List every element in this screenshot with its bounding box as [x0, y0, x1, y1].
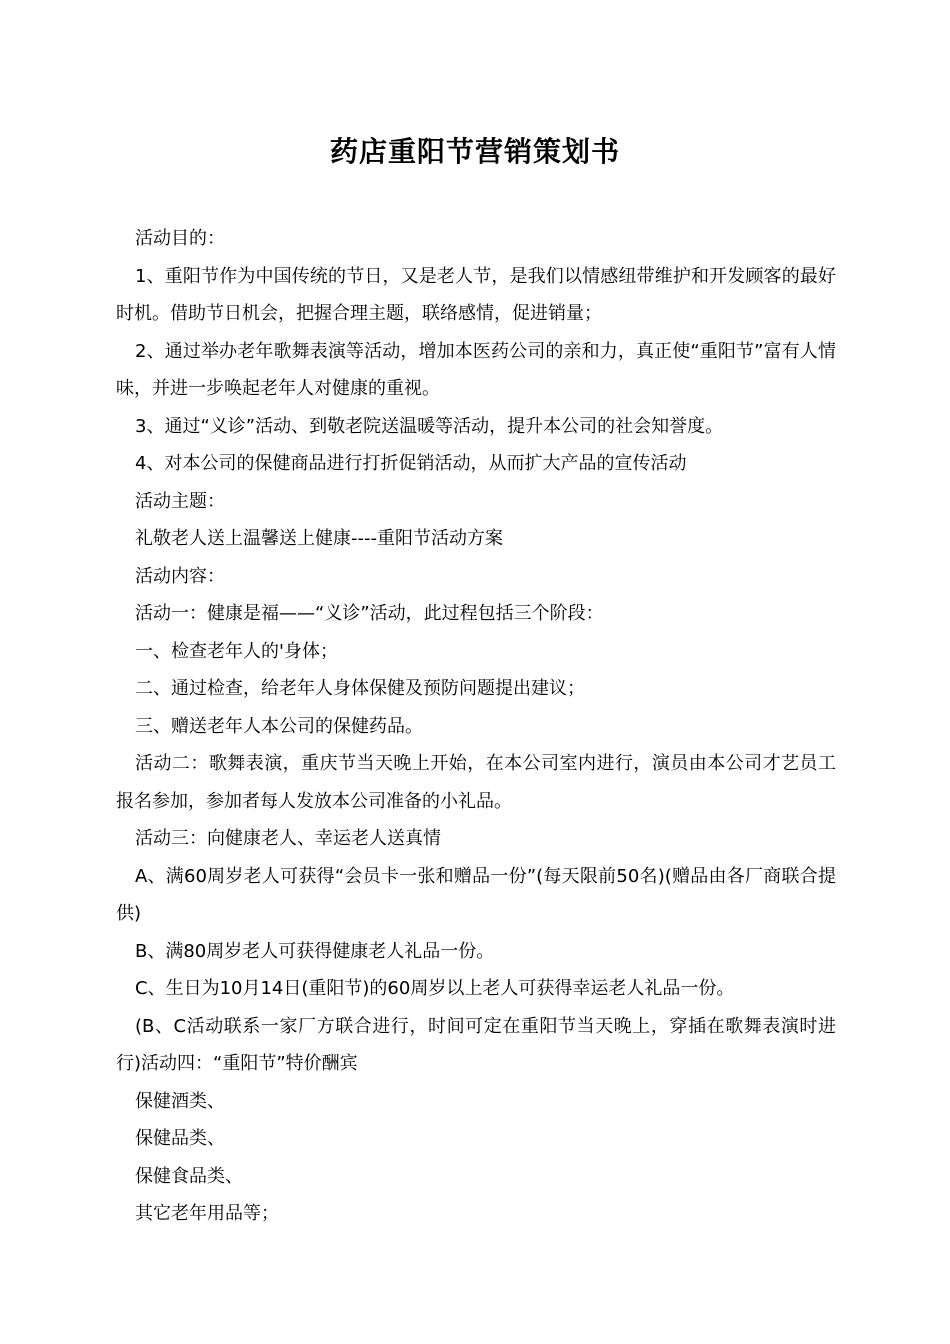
paragraph-item-b: B、满80周岁老人可获得健康老人礼品一份。	[135, 940, 495, 962]
paragraph-purpose-3: 3、通过“义诊”活动、到敬老院送温暖等活动，提升本公司的社会知誉度。	[135, 415, 724, 437]
paragraph-stage-3: 三、赠送老年人本公司的保健药品。	[135, 715, 423, 737]
paragraph-product-3: 保健食品类、	[135, 1165, 243, 1187]
paragraph-stage-2: 二、通过检查，给老年人身体保健及预防问题提出建议；	[135, 678, 585, 699]
document-body	[116, 220, 836, 1233]
paragraph-activity-1: 活动一：健康是福——“义诊”活动，此过程包括三个阶段：	[135, 603, 604, 624]
document-title: 药店重阳节营销策划书	[329, 135, 620, 168]
paragraph-theme: 礼敬老人送上温馨送上健康----重阳节活动方案	[135, 528, 503, 549]
paragraph-item-a: A、满60周岁老人可获得“会员卡一张和赠品一份”(每天限前50名)(赠品由各厂商联合提供)	[116, 865, 836, 924]
paragraph-activity-2: 活动二：歌舞表演，重庆节当天晚上开始，在本公司室内进行，演员由本公司才艺员工报名参加，参加者每人发放本公司准备的小礼品。	[116, 753, 836, 812]
paragraph-purpose-4: 4、对本公司的保健商品进行打折促销活动，从而扩大产品的宣传活动	[135, 453, 687, 474]
paragraph-content-heading: 活动内容：	[135, 565, 225, 587]
paragraph-activity-3: 活动三：向健康老人、幸运老人送真情	[135, 828, 441, 849]
paragraph-product-4: 其它老年用品等；	[135, 1203, 279, 1224]
paragraph-product-2: 保健品类、	[135, 1128, 225, 1149]
paragraph-stage-1: 一、检查老年人的'身体；	[135, 640, 338, 662]
paragraph-purpose-1: 1、重阳节作为中国传统的节日，又是老人节，是我们以情感纽带维护和开发顾客的最好时机。借助节日机会，把握合理主题，联络感情，促进销量；	[116, 265, 836, 324]
paragraph-activity-4: (B、C活动联系一家厂方联合进行，时间可定在重阳节当天晚上，穿插在歌舞表演时进行)活动四：“重阳节”特价酬宾	[116, 1015, 836, 1074]
paragraph-purpose-2: 2、通过举办老年歌舞表演等活动，增加本医药公司的亲和力，真正使“重阳节”富有人情味，并进一步唤起老年人对健康的重视。	[116, 340, 836, 399]
paragraph-product-1: 保健酒类、	[135, 1090, 225, 1112]
paragraph-purpose-heading: 活动目的：	[135, 228, 225, 249]
paragraph-item-c: C、生日为10月14日(重阳节)的60周岁以上老人可获得幸运老人礼品一份。	[135, 978, 735, 999]
paragraph-theme-heading: 活动主题：	[135, 490, 225, 512]
